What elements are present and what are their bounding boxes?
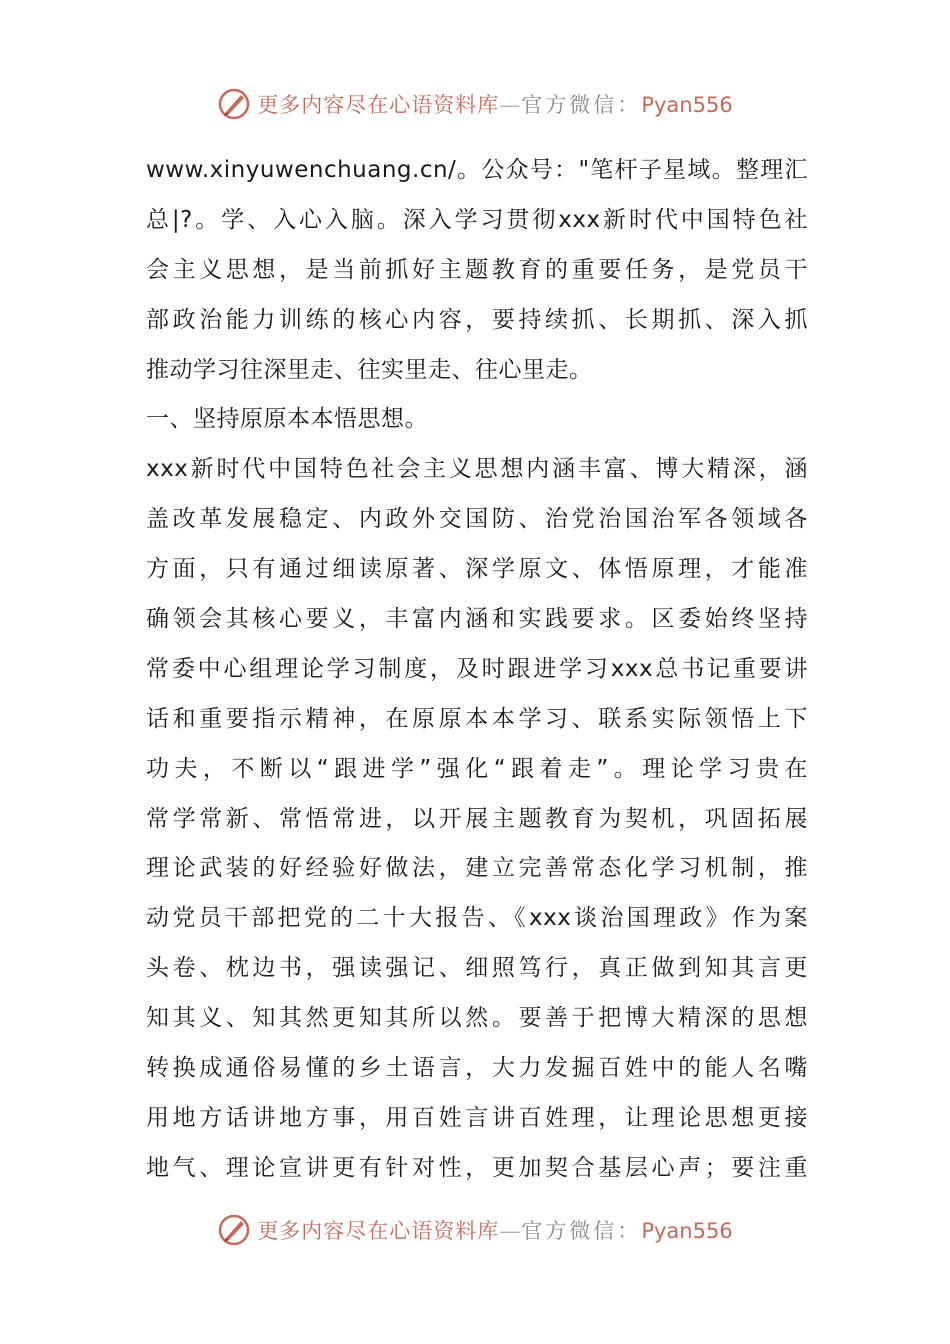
body-line: 常委中心组理论学习制度，及时跟进学习xxx总书记重要讲 — [146, 655, 808, 682]
watermark-main: 更多内容尽在心语资料库 — [257, 93, 500, 117]
watermark-header — [0, 84, 950, 124]
body-line: 理论武装的好经验好做法，建立完善常态化学习机制，推 — [146, 855, 808, 882]
body-line: 常学常新、常悟常进，以开展主题教育为契机，巩固拓展 — [146, 805, 808, 832]
body-line: 知其义、知其然更知其所以然。要善于把博大精深的思想 — [146, 1005, 808, 1032]
body-line: 部政治能力训练的核心内容，要持续抓、长期抓、深入抓 — [146, 306, 808, 333]
watermark-text — [257, 89, 732, 119]
watermark-wechat-label: 官方微信： — [521, 93, 642, 117]
watermark-main: 更多内容尽在心语资料库 — [257, 1219, 500, 1243]
watermark-wechat-label: 官方微信： — [521, 1219, 642, 1243]
watermark-dash: — — [499, 1219, 522, 1243]
body-line: 话和重要指示精神，在原原本本学习、联系实际领悟上下 — [146, 705, 808, 732]
body-line: 功夫，不断以“跟进学”强化“跟着走”。理论学习贵在 — [146, 755, 808, 782]
body-line: 会主义思想，是当前抓好主题教育的重要任务，是党员干 — [146, 256, 808, 283]
body-line: 头卷、枕边书，强读强记、细照笃行，真正做到知其言更 — [146, 955, 808, 982]
body-line: 确领会其核心要义，丰富内涵和实践要求。区委始终坚持 — [146, 606, 808, 633]
body-line: www.xinyuwenchuang.cn/。公众号："笔杆子星域。整理汇 — [146, 157, 808, 183]
quill-pen-icon — [217, 1213, 251, 1247]
body-line: 推动学习往深里走、往实里走、往心里走。 — [146, 356, 593, 383]
body-line: xxx新时代中国特色社会主义思想内涵丰富、博大精深，涵 — [146, 456, 808, 483]
body-line: 方面，只有通过细读原著、深学原文、体悟原理，才能准 — [146, 556, 808, 583]
quill-pen-icon — [217, 87, 251, 121]
watermark-text — [257, 1215, 732, 1245]
watermark-wechat-id: Pyan556 — [641, 93, 733, 117]
body-line: 用地方话讲地方事，用百姓言讲百姓理，让理论思想更接 — [146, 1104, 808, 1131]
section-heading: 一、坚持原原本本悟思想。 — [146, 406, 428, 433]
body-line: 盖改革发展稳定、内政外交国防、治党治国治军各领域各 — [146, 506, 808, 533]
body-line: 总|?。学、入心入脑。深入学习贯彻xxx新时代中国特色社 — [146, 206, 808, 233]
watermark-footer — [0, 1210, 950, 1250]
body-line: 转换成通俗易懂的乡土语言，大力发掘百姓中的能人名嘴 — [146, 1055, 808, 1082]
body-line: 地气、理论宣讲更有针对性，更加契合基层心声；要注重 — [146, 1154, 808, 1181]
watermark-dash: — — [499, 93, 522, 117]
watermark-wechat-id: Pyan556 — [641, 1219, 733, 1243]
body-line: 动党员干部把党的二十大报告、《xxx谈治国理政》作为案 — [146, 905, 808, 932]
document-body — [146, 146, 808, 1194]
